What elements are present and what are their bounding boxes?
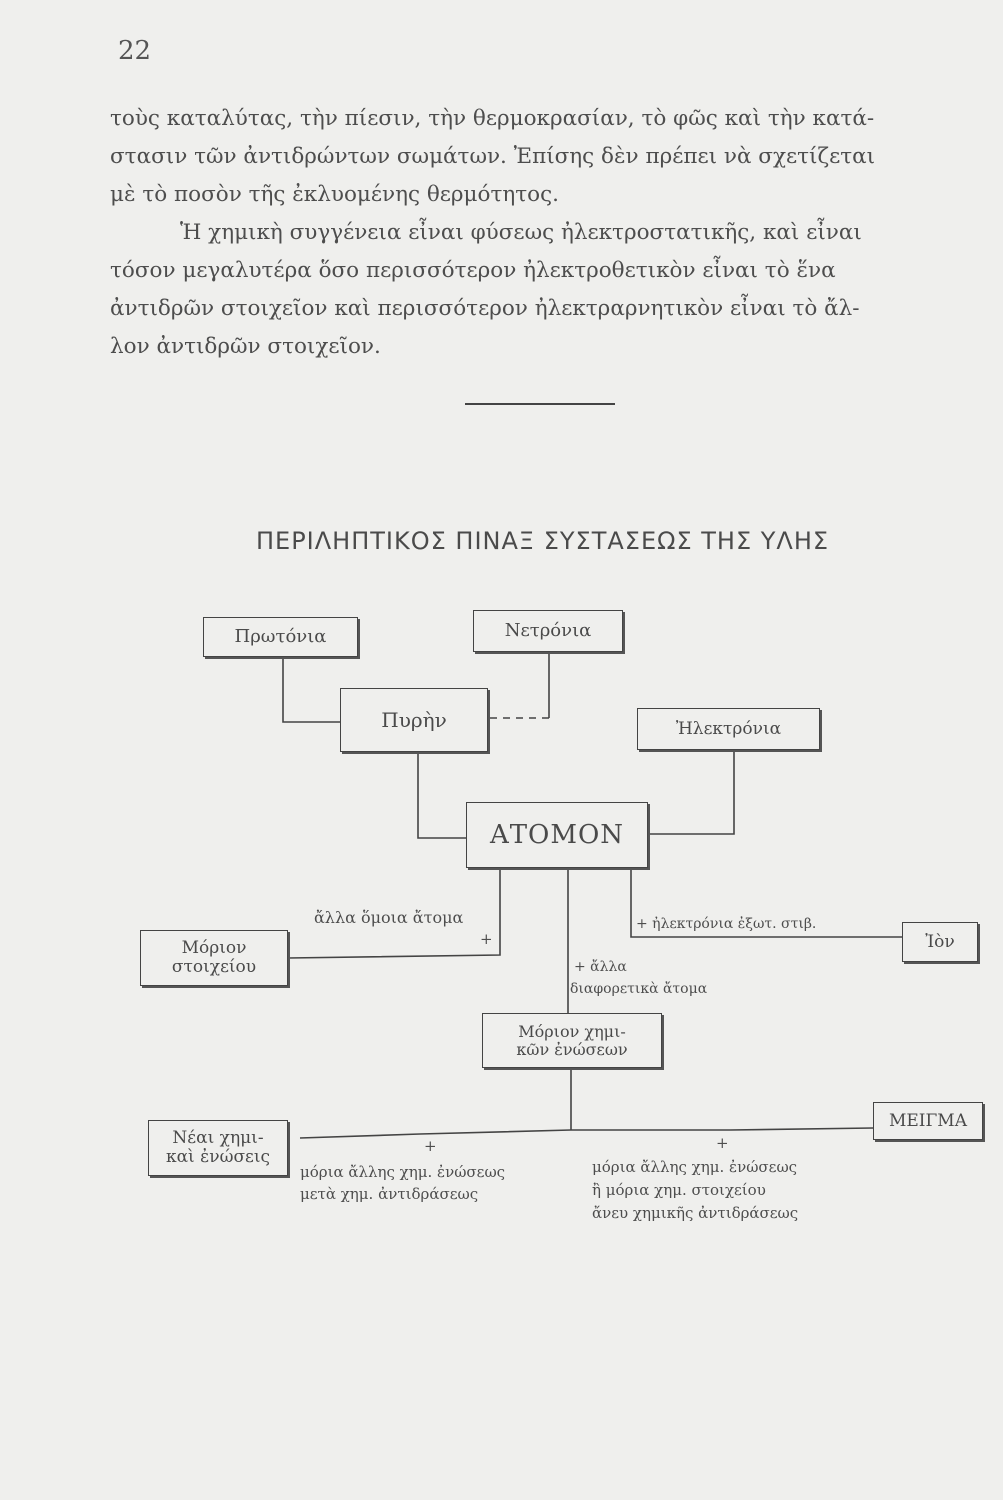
other-atoms-label-1: + ἄλλα [574,959,627,975]
left-note-line-2: μετὰ χημ. ἀντιδράσεως [300,1185,479,1203]
mixture-label: ΜΕΙΓΜΑ [888,1110,967,1131]
diagram-title: ΠΕΡΙΛΗΠΤΙΚΟΣ ΠΙΝΑΞ ΣΥΣΤΑΣΕΩΣ ΤΗΣ ΥΛΗΣ [256,527,830,555]
right-note-line-1: μόρια ἄλλης χημ. ἐνώσεως [592,1158,798,1176]
left-note-line-1: μόρια ἄλλης χημ. ἐνώσεως [300,1163,506,1181]
nucleus-label: Πυρὴν [381,708,447,732]
protons-box [203,617,358,657]
plus-left: + [424,1137,437,1155]
text-line: στασιν τῶν ἀντιδρώντων σωμάτων. Ἐπίσης δὲν πρέπει νὰ σχετίζεται [110,144,876,169]
text-line: μὲ τὸ ποσὸν τῆς ἐκλυομένης θερμότητος. [110,182,559,207]
similar-atoms-label: ἄλλα ὅμοια ἄτομα [314,908,464,927]
atom-label: ΑΤΟΜΟΝ [489,819,625,850]
plus-right: + [716,1134,729,1152]
right-note-line-3: ἄνευ χημικῆς ἀντιδράσεως [592,1204,799,1222]
electrons-label: Ἠλεκτρόνια [675,718,782,739]
compound-molecule-box [482,1013,662,1068]
new-compounds-label-1: Νέαι χημι- [172,1128,264,1149]
right-note-line-2: ἢ μόρια χημ. στοιχείου [592,1181,766,1199]
page-number: 22 [118,36,152,66]
text-line: ἀντιδρῶν στοιχεῖον καὶ περισσότερον ἠλεκτραρνητικὸν εἶναι τὸ ἄλ- [110,296,860,321]
text-line: τόσον μεγαλυτέρα ὅσο περισσότερον ἠλεκτροθετικὸν εἶναι τὸ ἕνα [110,258,836,283]
ion-label: Ἰὸν [925,931,955,952]
new-compounds-label-2: καὶ ἐνώσεις [165,1147,271,1167]
electrons-box [637,708,820,750]
text-line: Ἡ χημικὴ συγγένεια εἶναι φύσεως ἠλεκτροστατικῆς, καὶ εἶναι [180,220,862,245]
element-molecule-box [140,930,288,986]
atom-box [466,802,648,868]
compound-molecule-label-1: Μόριον χημι- [518,1021,626,1041]
other-atoms-label-2: διαφορετικὰ ἄτομα [570,981,708,997]
connector-nucleus-atom [418,752,466,838]
connector-mixture [571,1128,873,1130]
new-compounds-box [148,1120,288,1176]
protons-label: Πρωτόνια [234,626,327,648]
compound-molecule-label-2: κῶν ἐνώσεων [516,1039,628,1059]
plus-similar-atoms: + [480,930,493,948]
neutrons-label: Νετρόνια [504,620,592,642]
element-molecule-label-2: στοιχείου [171,957,257,977]
ion-box [902,922,978,962]
element-molecule-label-1: Μόριον [181,938,247,959]
outer-electrons-label: + ἠλεκτρόνια ἐξωτ. στιβ. [636,916,817,932]
nucleus-box [340,688,488,752]
connector-electrons-atom [648,750,734,834]
text-line: τοὺς καταλύτας, τὴν πίεσιν, τὴν θερμοκρασίαν, τὸ φῶς καὶ τὴν κατά- [110,106,875,131]
neutrons-box [473,610,623,652]
connector-protons-nucleus [283,657,340,722]
text-line: λον ἀντιδρῶν στοιχεῖον. [110,334,381,359]
mixture-box [873,1102,983,1140]
